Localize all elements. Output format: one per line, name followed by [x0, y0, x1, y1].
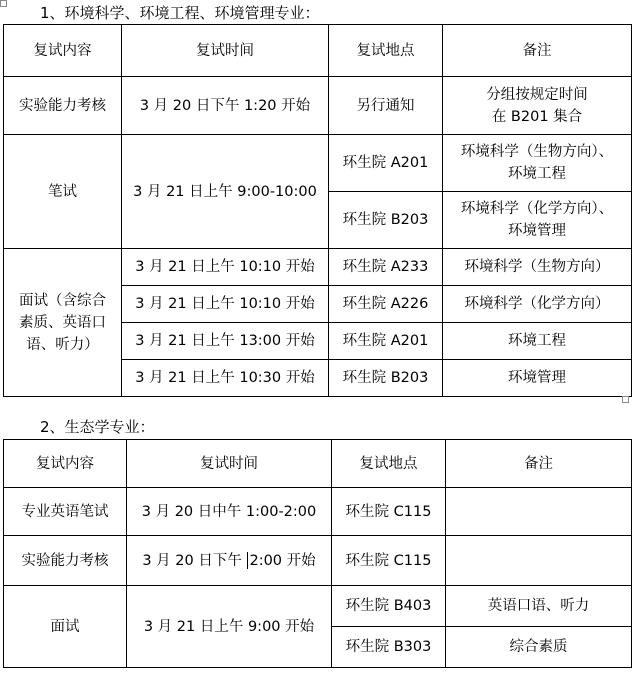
table-cell: 实验能力考核 — [4, 536, 127, 586]
table-cell: 环境管理 — [443, 360, 632, 397]
cell-line: 素质、英语口 — [19, 314, 106, 331]
column-header: 备注 — [443, 25, 632, 77]
table-cell: 环境工程 — [443, 323, 632, 360]
section2-heading: 2、生态学专业： — [40, 418, 155, 436]
time-text: 3 月 20 日下午 — [142, 552, 247, 569]
cell-line: 面试（含综合 — [19, 292, 106, 309]
table-cell: 3 月 21 日上午 10:10 开始 — [122, 286, 329, 323]
table-cell: 环境科学（生物方向） — [443, 249, 632, 286]
table-cell: 3 月 21 日上午 10:10 开始 — [122, 249, 329, 286]
column-header: 备注 — [446, 440, 632, 488]
table-cell — [446, 536, 632, 586]
table-cell: 环生院 B403 — [332, 586, 446, 627]
table-header-row — [4, 440, 632, 488]
table-cell: 3 月 21 日上午 13:00 开始 — [122, 323, 329, 360]
table-header-row — [4, 25, 632, 77]
table-cell — [443, 192, 632, 249]
table-cell: 专业英语笔试 — [4, 488, 127, 536]
table-row — [4, 536, 632, 586]
column-header: 复试地点 — [329, 25, 443, 77]
column-header: 复试地点 — [332, 440, 446, 488]
table-move-handle[interactable] — [0, 0, 7, 7]
table-cell: 3 月 20 日下午 1:20 开始 — [122, 77, 329, 135]
section1-heading: 1、环境科学、环境工程、环境管理专业： — [40, 4, 320, 22]
table-cell: 环生院 B303 — [332, 627, 446, 668]
time-text: 2:00 开始 — [249, 552, 316, 569]
table-row — [4, 586, 632, 627]
table-cell: 3 月 21 日上午 10:30 开始 — [122, 360, 329, 397]
table-cell: 3 月 20 日中午 1:00-2:00 — [127, 488, 332, 536]
table-cell: 3 月 21 日上午 9:00-10:00 — [122, 135, 329, 249]
note-line: 在 B201 集合 — [491, 108, 583, 125]
table-cell: 环生院 A226 — [329, 286, 443, 323]
table-row — [4, 77, 632, 135]
table-cell: 环生院 B203 — [329, 192, 443, 249]
table-cell[interactable] — [127, 536, 332, 586]
table-cell — [443, 135, 632, 192]
table-cell — [443, 77, 632, 135]
note-line: 环境科学（生物方向）、 — [460, 144, 614, 160]
table-cell: 综合素质 — [446, 627, 632, 668]
column-header: 复试时间 — [127, 440, 332, 488]
table-resize-handle[interactable] — [622, 396, 629, 403]
note-line: 分组按规定时间 — [486, 86, 588, 103]
table-cell: 环生院 C115 — [332, 488, 446, 536]
table-cell: 实验能力考核 — [4, 77, 122, 135]
note-line: 环境管理 — [508, 223, 566, 239]
table-row — [4, 488, 632, 536]
note-line: 环境工程 — [508, 166, 566, 182]
section2-table — [3, 439, 632, 668]
table-cell: 环生院 B203 — [329, 360, 443, 397]
table-cell: 另行通知 — [329, 77, 443, 135]
table-cell: 环生院 A201 — [329, 323, 443, 360]
table-row — [4, 249, 632, 286]
column-header: 复试内容 — [4, 25, 122, 77]
table-cell: 笔试 — [4, 135, 122, 249]
column-header: 复试内容 — [4, 440, 127, 488]
table-cell: 环生院 A233 — [329, 249, 443, 286]
table-cell: 3 月 21 日上午 9:00 开始 — [127, 586, 332, 668]
note-line: 环境科学（化学方向）、 — [460, 201, 614, 217]
table-cell: 环生院 A201 — [329, 135, 443, 192]
table-cell — [4, 249, 122, 397]
table-cell: 面试 — [4, 586, 127, 668]
column-header: 复试时间 — [122, 25, 329, 77]
table-cell: 环境科学（化学方向） — [443, 286, 632, 323]
cell-line: 语、听力） — [26, 336, 99, 353]
table-cell — [446, 488, 632, 536]
table-cell: 英语口语、听力 — [446, 586, 632, 627]
section1-table — [3, 24, 632, 397]
table-cell: 环生院 C115 — [332, 536, 446, 586]
table-row — [4, 135, 632, 192]
